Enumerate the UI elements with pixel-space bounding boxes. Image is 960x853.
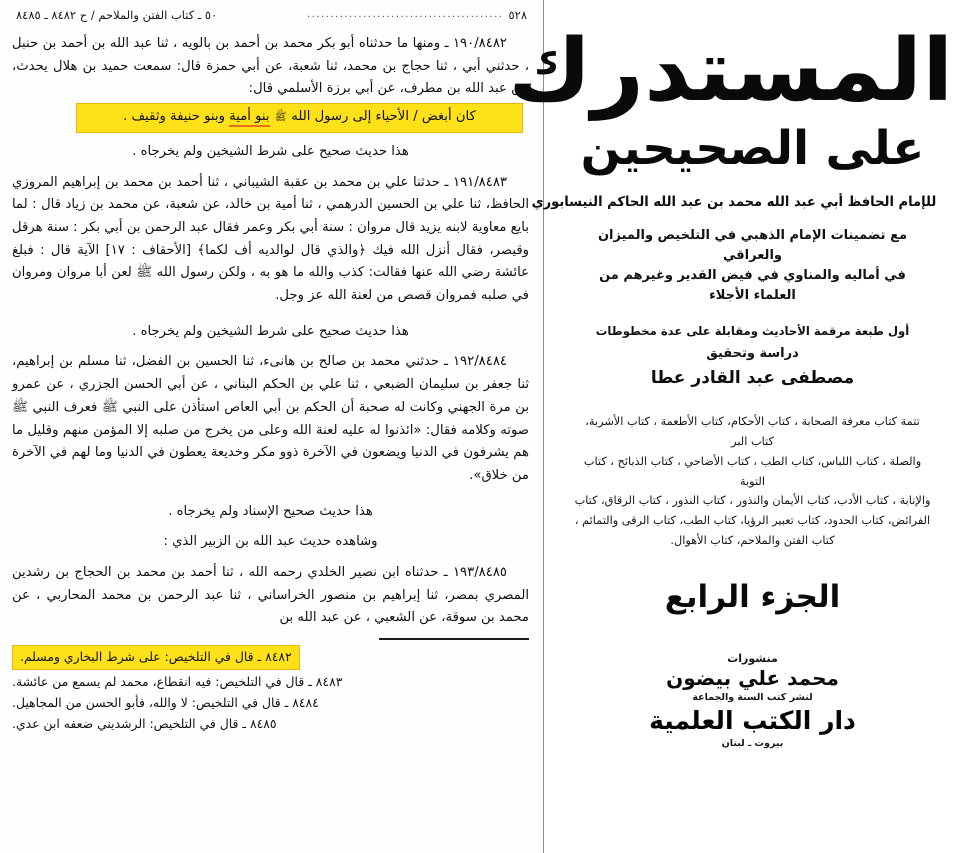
contents-line: تتمة كتاب معرفة الصحابة ، كتاب الأحكام، كتاب الأطعمة ، كتاب الأشربة، كتاب البر: [585, 415, 920, 449]
spacer: [12, 490, 529, 501]
contents-summary: [573, 412, 932, 550]
publisher-block: [563, 653, 942, 749]
inclusions-line-1: مع تضمينات الإمام الذهبي في التلخيص والميزان والعراقي: [597, 227, 908, 263]
footnote-8483: ٨٤٨٣ ـ قال في التلخيص: فيه انقطاع، محمد لم يسمع من عائشة.: [12, 673, 343, 689]
inclusions-note: [577, 226, 928, 307]
book-main-title: المستدرك: [508, 21, 954, 121]
highlight-underlined-term: بنو أمية: [229, 109, 269, 127]
spacer: [12, 310, 529, 321]
page-number: ٥٢٨: [508, 8, 527, 22]
sallallahu-alayhi-wasallam-icon: ﷺ: [274, 110, 287, 124]
publisher-tagline: لنشر كتب السنة والجماعة: [692, 692, 813, 704]
highlighted-hadith-text: [76, 103, 523, 133]
inclusions-line-2: في أماليه والمناوي في فيض القدير وغيرهم من العلماء الأجلاء: [599, 268, 906, 304]
highlight-text-after: وبنو حنيفة وثقيف .: [123, 109, 225, 125]
grading-note-8483: هذا حديث صحيح على شرط الشيخين ولم يخرجاه .: [132, 323, 409, 339]
running-head-dots: ..........................................: [306, 9, 504, 20]
footnote-8482-highlighted: ٨٤٨٢ ـ قال في التلخيص: على شرط البخاري ومسلم.: [12, 645, 300, 670]
contents-line: والصلة ، كتاب اللباس، كتاب الطب ، كتاب الأضاحي ، كتاب الذبائح ، كتاب التوبة: [583, 454, 922, 488]
running-head: [12, 7, 529, 24]
footnote-row: [12, 645, 529, 672]
corroborating-narration-note: وشاهده حديث عبد الله بن الزبير الذي :: [163, 534, 378, 550]
contents-line: الفرائض، كتاب الحدود، كتاب تعبير الرؤيا، كتاب الطب، كتاب الرقى والتمائم ،: [574, 514, 931, 528]
footnotes-block: [12, 645, 529, 734]
hadith-entry-8484: ١٩٢/٨٤٨٤ ـ حدثني محمد بن صالح بن هانىء، ثنا الحسين بن الفضل، ثنا مسلم بن إبراهيم، ثنا جعفر بن سليمان الضبعي ، ثنا علي بن الحكم البناني ، عن أبي الحسن الجزري ، عن عمرو بن مرة الجهني وكانت له صحبة أن الحكم بن أبي العاص استأذن على النبي ﷺ فعرف النبي ﷺ صوته وكلامه فقال: «ائذنوا له عليه لعنة الله وعلى من يخرج من صلبه إلا المؤمن منهم وقليل ما هم يشرفون في الدنيا ويضعون في الآخرة ذوو مكر وخديعة يعطون في الدنيا وما لهم في الآخرة من خلاق».: [12, 354, 529, 483]
hadith-entry-8482: ١٩٠/٨٤٨٢ ـ ومنها ما حدثناه أبو بكر محمد بن أحمد بن بالويه ، ثنا عبد الله بن أحمد بن حنبل ، حدثني أبي ، ثنا حجاج بن محمد، ثنا شعبة، عن أبي حمزة قال: سمعت حميد بن هلال يحدث، عن عبد الله بن مطرف، عن أبي برزة الأسلمي قال:: [12, 36, 529, 97]
contents-line: والإنابة ، كتاب الأدب، كتاب الأيمان والنذور ، كتاب النذور ، كتاب الرقاق، كتاب: [574, 494, 931, 508]
footnote-8484: ٨٤٨٤ ـ قال في التلخيص: لا والله، فأبو الحسن من المجاهيل.: [12, 694, 319, 710]
book-author-line: للإمام الحافظ أبي عبد الله محمد بن عبد الله الحاكم النيسابوري: [531, 193, 937, 210]
volume-number: الجزء الرابع: [664, 578, 841, 615]
editor-name: مصطفى عبد القادر عطا: [650, 368, 855, 389]
highlight-text-before: كان أبغض / الأحياء إلى رسول الله: [291, 109, 476, 125]
page-divider: [543, 0, 544, 853]
hadith-entry-8485: ١٩٣/٨٤٨٥ ـ حدثناه ابن نصير الخلدي رحمه الله ، ثنا أحمد بن محمد بن الحجاج بن رشدين المصري بمصر، ثنا إبراهيم بن منصور الخراساني ، ثنا عبد الرحمن بن محمد المحاربي ، عن محمد بن سوقة، عن الشعبي ، عن عبد الله بن: [12, 565, 529, 626]
footnote-8485: ٨٤٨٥ ـ قال في التلخيص: الرشديني ضعفه ابن عدي.: [12, 716, 277, 732]
contents-line: كتاب الفتن والملاحم، كتاب الأهوال.: [670, 533, 835, 547]
grading-note-8482: هذا حديث صحيح على شرط الشيخين ولم يخرجاه .: [132, 143, 409, 159]
publisher-location: بيروت ـ لبنان: [721, 737, 784, 749]
publisher-person: محمد علي بيضون: [666, 665, 839, 690]
grading-note-8484: هذا حديث صحيح الإسناد ولم يخرجاه .: [168, 503, 373, 519]
edition-note: أول طبعة مرقمة الأحاديث ومقابلة على عدة مخطوطات: [595, 324, 910, 339]
publisher-prefix: منشورات: [727, 651, 778, 665]
study-and-verification-label: دراسة وتحقيق: [706, 346, 799, 362]
book-sub-title: على الصحيحين: [580, 120, 925, 176]
body-text-column: [12, 33, 529, 630]
publisher-house: دار الكتب العلمية: [649, 706, 856, 736]
footnote-separator-rule: [379, 638, 529, 640]
chapter-reference: ٥٠ ـ كتاب الفتن والملاحم / ح ٨٤٨٢ ـ ٨٤٨٥: [16, 8, 218, 22]
hadith-entry-8483: ١٩١/٨٤٨٣ ـ حدثنا علي بن محمد بن عقبة الشيباني ، ثنا أحمد بن محمد بن إبراهيم المروزي الحافظ، ثنا علي بن الحسين الدرهمي ، ثنا أمية بن خالد، عن شعبة، عن محمد بن زياد قال : لما بايع معاوية لابنه يزيد قال مروان : سنة أبي بكر وعمر فقال عبد الرحمن بن أبي بكر : سنة هرقل وقيصر، فقال أنزل الله فيك ﴿والذي قال لوالديه أف لكما﴾ [الأحقاف : ١٧] الآية قال : فبلغ عائشة رضي الله عنها فقالت: كذب والله ما هو به ، ولكن رسول الله ﷺ لعن أبا مروان ومروان في صلبه فمروان قصص من لعنة الله عز وجل.: [12, 174, 529, 304]
